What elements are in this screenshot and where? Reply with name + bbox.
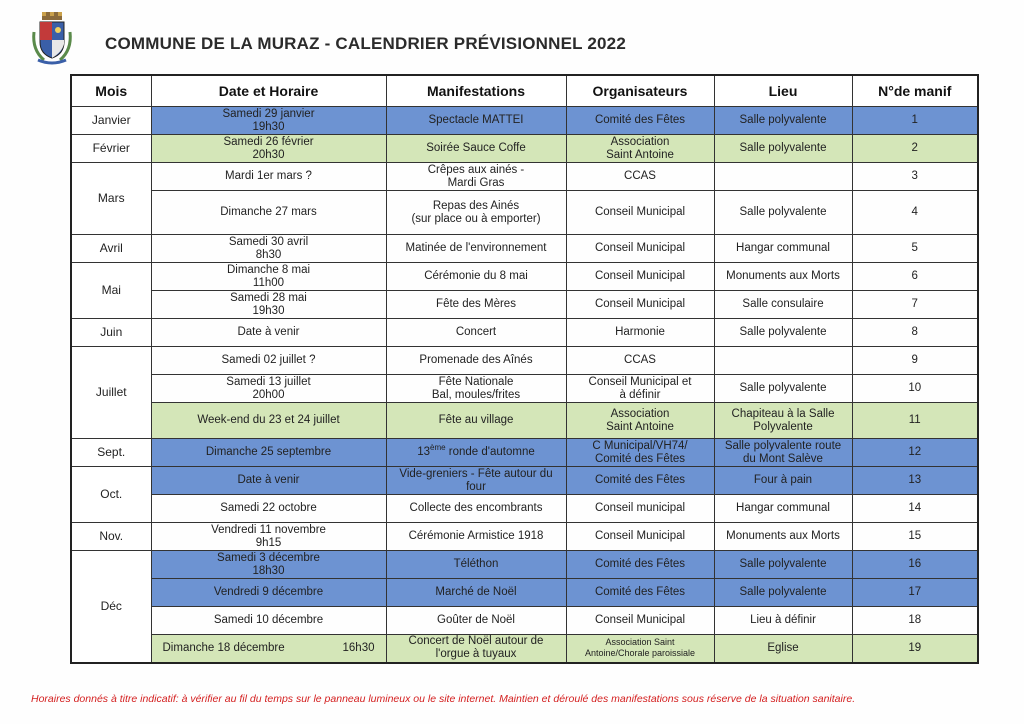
- num-cell: 3: [852, 163, 978, 191]
- org-line: Saint Antoine: [606, 420, 674, 433]
- month-cell: Février: [71, 135, 151, 163]
- lieu-line: Polyvalente: [753, 420, 813, 433]
- date-cell: [151, 319, 386, 347]
- table-row: [71, 235, 978, 263]
- table-row: [71, 191, 978, 235]
- date-cell: [151, 523, 386, 551]
- manif-cell: [386, 551, 566, 579]
- lieu-line: Hangar communal: [736, 502, 830, 514]
- date-line: Date à venir: [237, 474, 300, 486]
- manif-line: Fête Nationale: [438, 375, 514, 388]
- date-cell: [151, 135, 386, 163]
- manif-line: Marché de Noël: [435, 586, 517, 598]
- table-row: [71, 607, 978, 635]
- month-cell: Sept.: [71, 439, 151, 467]
- org-line: Comité des Fêtes: [594, 586, 686, 598]
- org-line: CCAS: [624, 170, 656, 182]
- lieu-line: Salle polyvalente: [739, 382, 827, 394]
- org-line: Comité des Fêtes: [594, 558, 686, 570]
- month-cell: Oct.: [71, 467, 151, 523]
- date-line: Mardi 1er mars ?: [225, 170, 312, 182]
- table-header-row: [71, 75, 978, 107]
- header-lieu: Lieu: [714, 75, 852, 107]
- org-cell: [566, 523, 714, 551]
- org-cell: [566, 263, 714, 291]
- manif-line: four: [466, 480, 486, 493]
- table-row: [71, 263, 978, 291]
- manif-cell: [386, 467, 566, 495]
- num-cell: 1: [852, 107, 978, 135]
- manif-line: Spectacle MATTEI: [428, 114, 524, 126]
- date-line: Samedi 28 mai: [230, 291, 307, 304]
- lieu-cell: [714, 403, 852, 439]
- lieu-line: Salle polyvalente route: [724, 439, 842, 452]
- date-line: Samedi 26 février: [223, 135, 314, 148]
- org-line: à définir: [619, 388, 661, 401]
- date-line: 18h30: [252, 564, 285, 577]
- lieu-cell: [714, 347, 852, 375]
- coat-of-arms-logo: [30, 10, 74, 66]
- num-cell: 2: [852, 135, 978, 163]
- manif-line: Matinée de l'environnement: [405, 242, 547, 254]
- date-line: 20h00: [252, 388, 285, 401]
- date-line: 11h00: [252, 276, 285, 289]
- org-line: Conseil Municipal: [594, 206, 686, 218]
- lieu-line: Salle polyvalente: [739, 326, 827, 338]
- manif-line: Concert de Noël autour de: [408, 635, 544, 648]
- lieu-line: Hangar communal: [736, 242, 830, 254]
- table-row: [71, 319, 978, 347]
- num-cell: 12: [852, 439, 978, 467]
- manif-cell: [386, 403, 566, 439]
- lieu-line: Monuments aux Morts: [726, 270, 840, 282]
- org-line: Saint Antoine: [606, 148, 674, 161]
- manif-cell: [386, 135, 566, 163]
- org-cell: [566, 439, 714, 467]
- month-cell: Déc: [71, 551, 151, 663]
- table-row: [71, 403, 978, 439]
- org-cell: [566, 235, 714, 263]
- date-cell: [151, 163, 386, 191]
- manif-line: Mardi Gras: [447, 176, 505, 189]
- lieu-cell: [714, 107, 852, 135]
- org-line: Conseil Municipal: [594, 614, 686, 626]
- manif-line: Promenade des Aînés: [419, 354, 533, 366]
- table-row: [71, 467, 978, 495]
- table-row: [71, 495, 978, 523]
- lieu-cell: [714, 135, 852, 163]
- manif-cell: [386, 635, 566, 663]
- org-line: Conseil Municipal: [594, 270, 686, 282]
- date-cell: [151, 579, 386, 607]
- manif-cell: [386, 191, 566, 235]
- month-cell: Nov.: [71, 523, 151, 551]
- month-cell: Juillet: [71, 347, 151, 439]
- date-cell: [151, 347, 386, 375]
- date-line: 9h15: [255, 536, 282, 549]
- org-line: Conseil Municipal: [594, 530, 686, 542]
- manif-cell: [386, 107, 566, 135]
- date-line: Samedi 13 juillet: [226, 375, 311, 388]
- date-line: Vendredi 11 novembre: [211, 523, 326, 536]
- table-row: [71, 375, 978, 403]
- manif-line: Vide-greniers - Fête autour du: [399, 467, 553, 480]
- month-cell: Mai: [71, 263, 151, 319]
- manif-cell: [386, 439, 566, 467]
- date-line: Dimanche 8 mai: [226, 263, 311, 276]
- table-row: [71, 163, 978, 191]
- lieu-line: Four à pain: [753, 474, 813, 486]
- header-org: Organisateurs: [566, 75, 714, 107]
- table-row: [71, 579, 978, 607]
- lieu-line: Salle polyvalente: [739, 142, 827, 154]
- lieu-cell: [714, 551, 852, 579]
- month-cell: Juin: [71, 319, 151, 347]
- org-cell: [566, 191, 714, 235]
- org-cell: [566, 551, 714, 579]
- header-manif: Manifestations: [386, 75, 566, 107]
- num-cell: 5: [852, 235, 978, 263]
- date-cell: [151, 439, 386, 467]
- date-line: Samedi 22 octobre: [220, 502, 317, 514]
- header-mois: Mois: [71, 75, 151, 107]
- org-line: Conseil Municipal et: [588, 375, 692, 388]
- org-line: Association: [610, 135, 670, 148]
- lieu-line: Salle polyvalente: [739, 586, 827, 598]
- num-cell: 9: [852, 347, 978, 375]
- num-cell: 10: [852, 375, 978, 403]
- manif-ordinal-suffix: ème: [430, 443, 446, 453]
- lieu-cell: [714, 439, 852, 467]
- date-line: 20h30: [252, 148, 285, 161]
- org-cell: [566, 163, 714, 191]
- footer-note: Horaires donnés à titre indicatif: à vérifier au fil du temps sur le panneau lumineux ou le site internet. Maintien et déroulé des manifestations sous réserve de la situation sanitaire.: [31, 693, 856, 705]
- manif-cell: [386, 263, 566, 291]
- manif-line: ronde d'automne: [445, 446, 535, 458]
- num-cell: 7: [852, 291, 978, 319]
- lieu-cell: [714, 607, 852, 635]
- num-cell: 17: [852, 579, 978, 607]
- org-line: Comité des Fêtes: [594, 114, 686, 126]
- org-cell: [566, 467, 714, 495]
- num-cell: 14: [852, 495, 978, 523]
- manif-cell: [386, 607, 566, 635]
- lieu-line: du Mont Salève: [743, 452, 823, 465]
- manif-cell: [386, 163, 566, 191]
- manif-line: Cérémonie Armistice 1918: [408, 530, 544, 542]
- date-line: Vendredi 9 décembre: [213, 586, 324, 598]
- org-cell: [566, 319, 714, 347]
- org-line: Conseil municipal: [594, 502, 686, 514]
- date-line: Dimanche 27 mars: [220, 206, 317, 218]
- manif-line: Bal, moules/frites: [431, 388, 521, 401]
- date-line: Dimanche 25 septembre: [205, 446, 332, 458]
- header-num: N°de manif: [852, 75, 978, 107]
- date-line: Date à venir: [237, 326, 300, 338]
- lieu-cell: [714, 263, 852, 291]
- num-cell: 11: [852, 403, 978, 439]
- table-row: [71, 135, 978, 163]
- date-line: Samedi 02 juillet ?: [221, 354, 316, 366]
- table-row: [71, 551, 978, 579]
- table-row: [71, 291, 978, 319]
- lieu-line: Salle consulaire: [742, 298, 824, 310]
- time-line: 16h30: [342, 641, 375, 654]
- date-cell: [151, 635, 386, 663]
- num-cell: 6: [852, 263, 978, 291]
- manif-line: l'orgue à tuyaux: [435, 648, 517, 661]
- num-cell: 18: [852, 607, 978, 635]
- org-line: Comité des Fêtes: [594, 452, 686, 465]
- org-cell: [566, 607, 714, 635]
- num-cell: 8: [852, 319, 978, 347]
- org-cell: [566, 635, 714, 663]
- org-cell: [566, 347, 714, 375]
- org-cell: [566, 403, 714, 439]
- org-line: Association: [610, 407, 670, 420]
- date-cell: [151, 263, 386, 291]
- lieu-cell: [714, 191, 852, 235]
- lieu-line: Lieu à définir: [750, 614, 816, 626]
- lieu-cell: [714, 523, 852, 551]
- month-cell: Mars: [71, 163, 151, 235]
- manif-cell: [386, 347, 566, 375]
- lieu-cell: [714, 291, 852, 319]
- date-cell: [151, 235, 386, 263]
- table-row: [71, 635, 978, 663]
- lieu-line: Chapiteau à la Salle: [731, 407, 835, 420]
- manif-line: Repas des Ainés: [432, 199, 520, 212]
- manif-line: Soirée Sauce Coffe: [426, 142, 526, 154]
- manif-ordinal-number: 13: [417, 446, 431, 458]
- lieu-cell: [714, 375, 852, 403]
- manif-line: Fête au village: [438, 414, 514, 426]
- date-line: Samedi 30 avril: [228, 235, 309, 248]
- num-cell: 13: [852, 467, 978, 495]
- date-line: 19h30: [252, 120, 285, 133]
- num-cell: 4: [852, 191, 978, 235]
- lieu-cell: [714, 635, 852, 663]
- manif-line: Concert: [455, 326, 497, 338]
- header-date: Date et Horaire: [151, 75, 386, 107]
- manif-cell: [386, 523, 566, 551]
- manif-cell: [386, 495, 566, 523]
- manif-cell: [386, 291, 566, 319]
- manif-line: Crêpes aux ainés -: [427, 163, 525, 176]
- org-line: Harmonie: [615, 326, 665, 338]
- date-cell: [151, 403, 386, 439]
- table-row: [71, 523, 978, 551]
- manif-line: Téléthon: [453, 558, 499, 570]
- org-line: CCAS: [624, 354, 656, 366]
- date-cell: [151, 291, 386, 319]
- org-line: Comité des Fêtes: [594, 474, 686, 486]
- lieu-line: Monuments aux Morts: [726, 530, 840, 542]
- page-title: COMMUNE DE LA MURAZ - CALENDRIER PRÉVISIONNEL 2022: [105, 34, 626, 53]
- num-cell: 19: [852, 635, 978, 663]
- lieu-line: Eglise: [767, 641, 799, 654]
- date-line: Samedi 29 janvier: [222, 107, 315, 120]
- date-line: Samedi 10 décembre: [213, 614, 324, 626]
- date-cell: [151, 191, 386, 235]
- org-line: C Municipal/VH74/: [592, 439, 688, 452]
- manif-line: Collecte des encombrants: [409, 502, 543, 514]
- manif-cell: [386, 375, 566, 403]
- manif-line: Fête des Mères: [436, 298, 516, 310]
- date-line: 19h30: [252, 304, 285, 317]
- lieu-cell: [714, 467, 852, 495]
- lieu-cell: [714, 163, 852, 191]
- date-line: 8h30: [255, 248, 282, 261]
- org-line: Association Saint: [605, 637, 675, 648]
- lieu-cell: [714, 579, 852, 607]
- manif-cell: [386, 319, 566, 347]
- lieu-cell: [714, 495, 852, 523]
- month-cell: Avril: [71, 235, 151, 263]
- date-line: Week-end du 23 et 24 juillet: [197, 414, 340, 426]
- date-cell: [151, 551, 386, 579]
- lieu-line: Salle polyvalente: [739, 558, 827, 570]
- calendar-table-wrapper: [70, 74, 977, 664]
- org-line: Antoine/Chorale paroissiale: [584, 648, 696, 659]
- org-line: Conseil Municipal: [594, 298, 686, 310]
- manif-cell: [386, 579, 566, 607]
- lieu-cell: [714, 235, 852, 263]
- table-row: [71, 347, 978, 375]
- date-cell: [151, 607, 386, 635]
- lieu-line: Salle polyvalente: [739, 114, 827, 126]
- org-cell: [566, 135, 714, 163]
- lieu-line: Salle polyvalente: [739, 206, 827, 218]
- org-cell: [566, 107, 714, 135]
- table-row: [71, 107, 978, 135]
- calendar-table: [70, 74, 979, 664]
- manif-line: Cérémonie du 8 mai: [424, 270, 528, 282]
- manif-line: (sur place ou à emporter): [411, 212, 541, 225]
- org-cell: [566, 579, 714, 607]
- date-cell: [151, 467, 386, 495]
- month-cell: Janvier: [71, 107, 151, 135]
- org-cell: [566, 291, 714, 319]
- date-line: Dimanche 18 décembre: [162, 641, 285, 654]
- org-cell: [566, 495, 714, 523]
- manif-line: Goûter de Noël: [437, 614, 515, 626]
- table-row: [71, 439, 978, 467]
- manif-cell: [386, 235, 566, 263]
- date-line: Samedi 3 décembre: [217, 551, 320, 564]
- lieu-cell: [714, 319, 852, 347]
- org-line: Conseil Municipal: [594, 242, 686, 254]
- date-cell: [151, 495, 386, 523]
- num-cell: 15: [852, 523, 978, 551]
- num-cell: 16: [852, 551, 978, 579]
- date-cell: [151, 107, 386, 135]
- org-cell: [566, 375, 714, 403]
- date-cell: [151, 375, 386, 403]
